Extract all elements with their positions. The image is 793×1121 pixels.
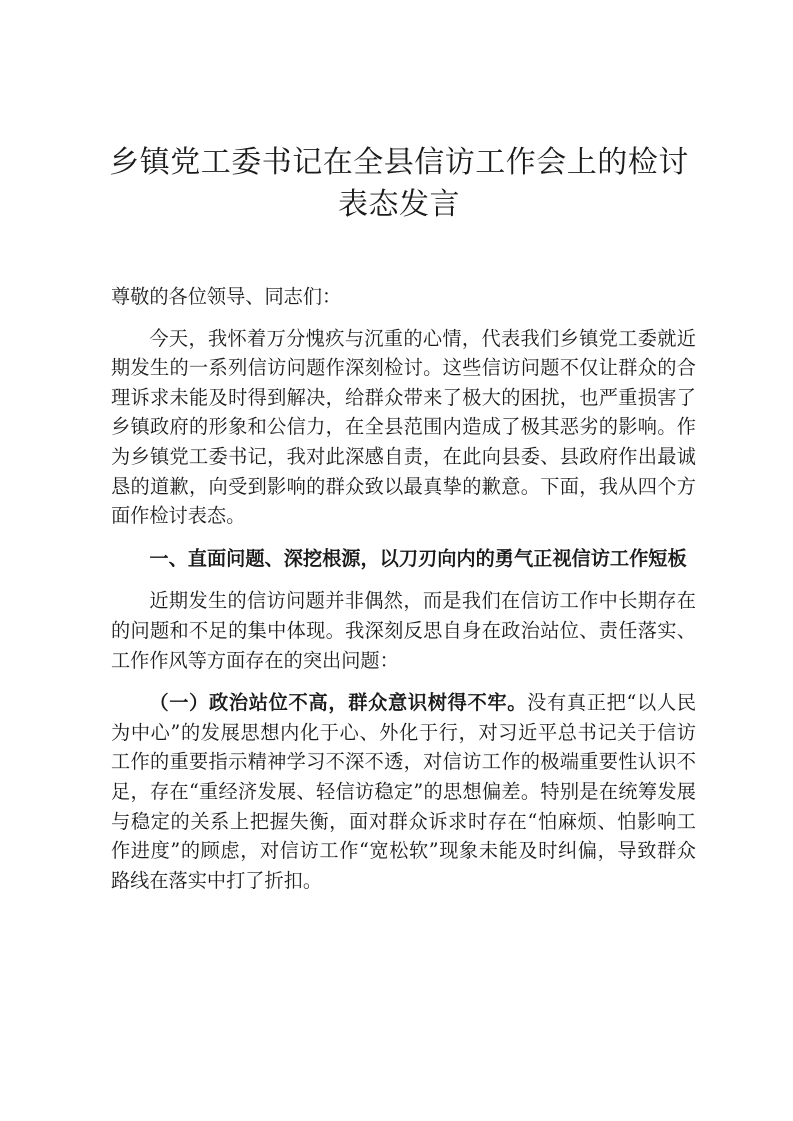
subsection-1-paragraph bbox=[111, 688, 696, 895]
intro-paragraph: 今天，我怀着万分愧疚与沉重的心情，代表我们乡镇党工委就近期发生的一系列信访问题作深刻检讨。这些信访问题不仅让群众的合理诉求未能及时得到解决，给群众带来了极大的困扰，也严重损害了乡镇政府的形象和公信力，在全县范围内造成了极其恶劣的影响。作为乡镇党工委书记，我对此深感自责，在此向县委、县政府作出最诚恳的道歉，向受到影响的群众致以最真挚的歉意。下面，我从四个方面作检讨表态。 bbox=[111, 326, 696, 528]
salutation: 尊敬的各位领导、同志们： bbox=[111, 285, 342, 308]
document-title: 乡镇党工委书记在全县信访工作会上的检讨表态发言 bbox=[109, 145, 689, 222]
subsection-1-lead: （一）政治站位不高，群众意识树得不牢。 bbox=[149, 691, 528, 715]
section-1-paragraph: 近期发生的信访问题并非偶然，而是我们在信访工作中长期存在的问题和不足的集中体现。我深刻反思自身在政治站位、责任落实、工作作风等方面存在的突出问题： bbox=[111, 589, 696, 672]
section-1-heading: 一、直面问题、深挖根源，以刀刃向内的勇气正视信访工作短板 bbox=[149, 546, 687, 570]
subsection-1-text: 没有真正把“以人民为中心”的发展思想内化于心、外化于行，对习近平总书记关于信访工作的重要指示精神学习不深不透，对信访工作的极端重要性认识不足，存在“重经济发展、轻信访稳定”的思想偏差。特别是在统筹发展与稳定的关系上把握失衡，面对群众诉求时存在“怕麻烦、怕影响工作进度”的顾虑，对信访工作“宽松软”现象未能及时纠偏，导致群众路线在落实中打了折扣。 bbox=[111, 691, 697, 892]
document-body bbox=[111, 282, 696, 908]
